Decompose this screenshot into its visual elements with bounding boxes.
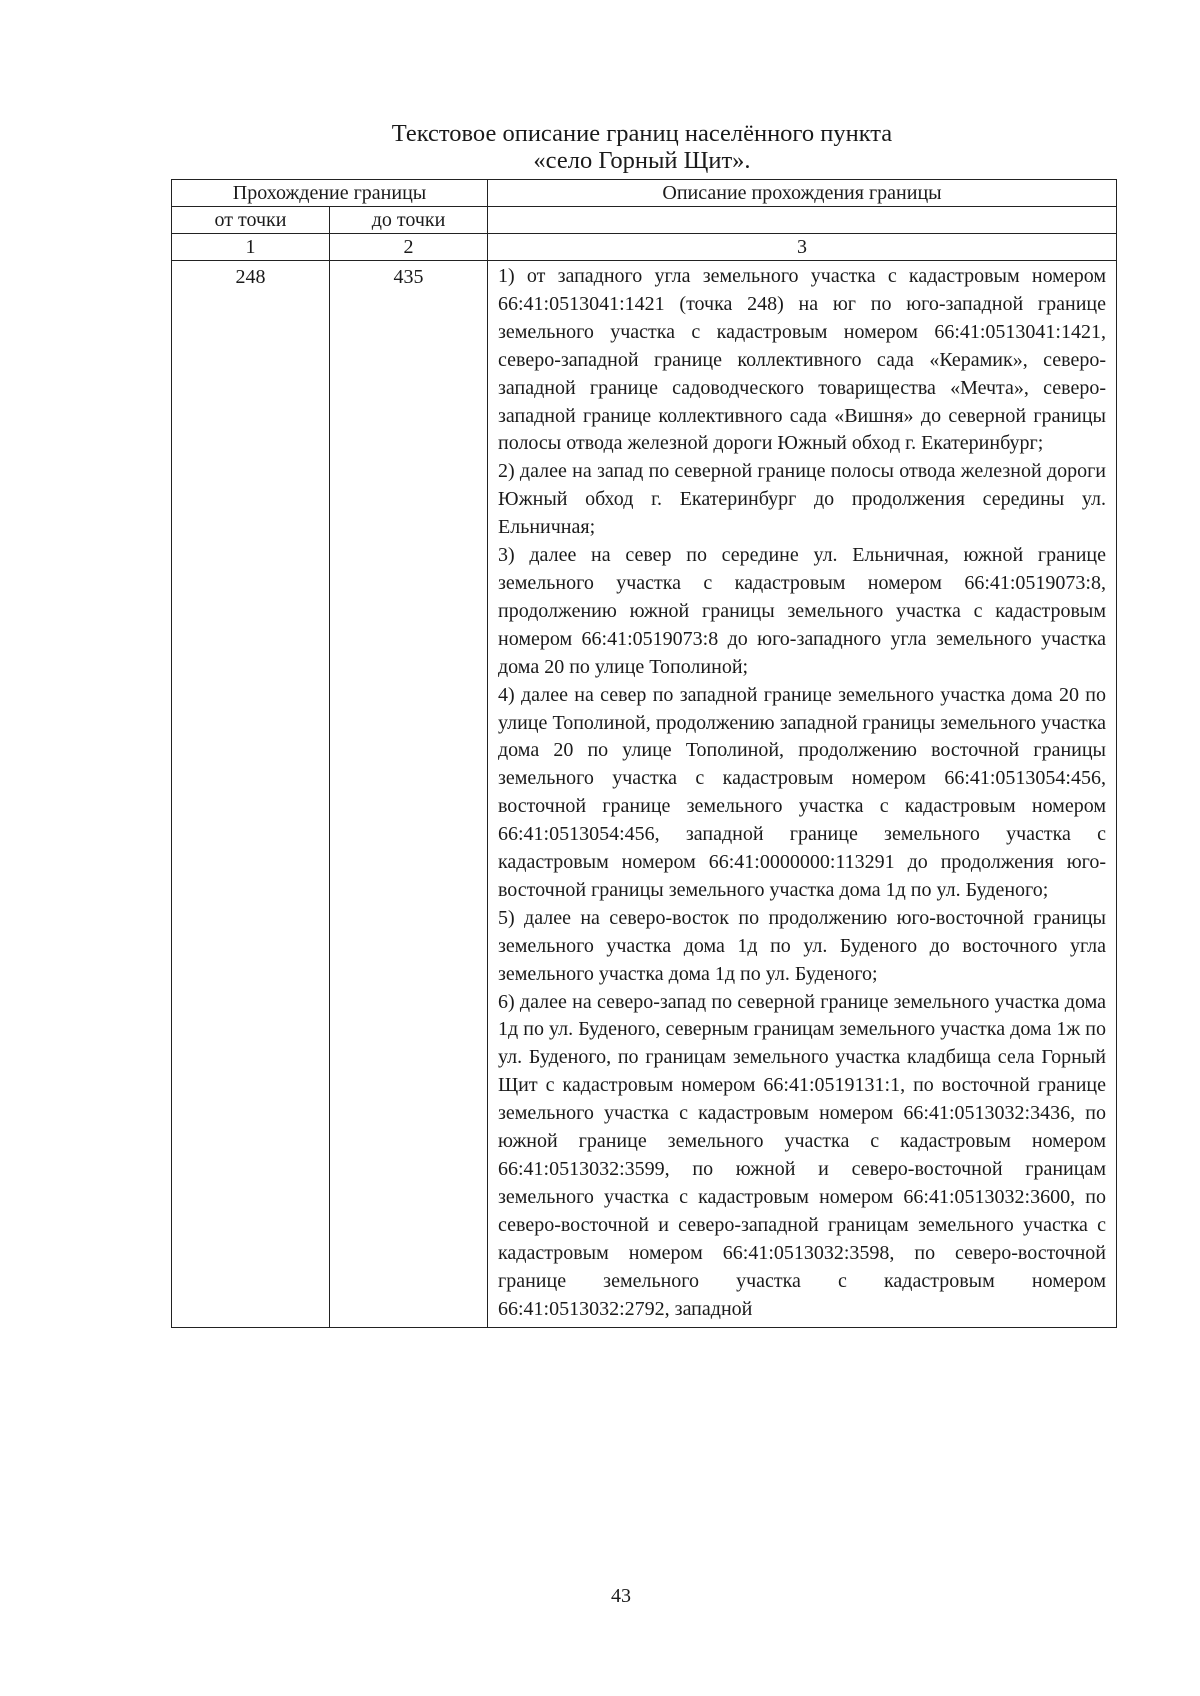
document-title-line-1: Текстовое описание границ населённого пункта <box>391 120 893 147</box>
table-header-row <box>172 180 1117 207</box>
column-number-2: 2 <box>330 234 488 261</box>
header-empty-cell <box>488 207 1117 234</box>
header-passage: Прохождение границы <box>172 180 488 207</box>
table-row <box>172 261 1117 1328</box>
description-paragraph: 1) от западного угла земельного участка с кадастровым номером 66:41:0513041:1421 (точка 248) на юг по юго-западной границе земельного участка с кадастровым номером 66:41:0513041:1421, северо-западной границе коллективного сада «Керамик», северо-западной границе садоводческого товарищества «Мечта», северо-западной границе коллективного сада «Вишня» до северной границы полосы отвода железной дороги Южный обход г. Екатеринбург; <box>498 265 1106 455</box>
document-title-line-2: «село Горный Щит». <box>533 147 751 174</box>
header-from-point: от точки <box>172 207 330 234</box>
description-paragraph: 5) далее на северо-восток по продолжению юго-восточной границы земельного участка дома 1д по ул. Буденого до восточного угла земельного участка дома 1д по ул. Буденого; <box>498 906 1106 985</box>
description-paragraph: 2) далее на запад по северной границе полосы отвода железной дороги Южный обход г. Екатеринбург до продолжения середины ул. Ельничная; <box>498 460 1106 539</box>
table-column-number-row <box>172 234 1117 261</box>
table-subheader-row <box>172 207 1117 234</box>
column-number-1: 1 <box>172 234 330 261</box>
from-point-cell: 248 <box>172 261 330 1328</box>
boundary-table <box>171 179 1117 1328</box>
description-paragraph: 4) далее на север по западной границе земельного участка дома 20 по улице Тополиной, продолжению западной границы земельного участка дома 20 по улице Тополиной, продолжению восточной границы земельного участка с кадастровым номером 66:41:0513054:456, восточной границе земельного участка с кадастровым номером 66:41:0513054:456, западной границе земельного участка с кадастровым номером 66:41:0000000:113291 до продолжения юго-восточной границы земельного участка дома 1д по ул. Буденого; <box>498 683 1106 901</box>
column-number-3: 3 <box>488 234 1117 261</box>
description-paragraph: 3) далее на север по середине ул. Ельничная, южной границе земельного участка с кадастровым номером 66:41:0519073:8, продолжению южной границы земельного участка с кадастровым номером 66:41:0519073:8 до юго-западного угла земельного участка дома 20 по улице Тополиной; <box>498 544 1106 678</box>
to-point-cell: 435 <box>330 261 488 1328</box>
description-cell <box>488 261 1117 1328</box>
header-description: Описание прохождения границы <box>488 180 1117 207</box>
description-paragraph: 6) далее на северо-запад по северной границе земельного участка дома 1д по ул. Буденого, северным границам земельного участка дома 1ж по ул. Буденого, по границам земельного участка кладбища села Горный Щит с кадастровым номером 66:41:0519131:1, по восточной границе земельного участка с кадастровым номером 66:41:0513032:3436, по южной границе земельного участка с кадастровым номером 66:41:0513032:3599, по южной и северо-восточной границам земельного участка с кадастровым номером 66:41:0513032:3600, по северо-восточной и северо-западной границам земельного участка с кадастровым номером 66:41:0513032:3598, по северо-восточной границе земельного участка с кадастровым номером 66:41:0513032:2792, западной <box>498 990 1106 1320</box>
page-number: 43 <box>611 1585 631 1607</box>
header-to-point: до точки <box>330 207 488 234</box>
